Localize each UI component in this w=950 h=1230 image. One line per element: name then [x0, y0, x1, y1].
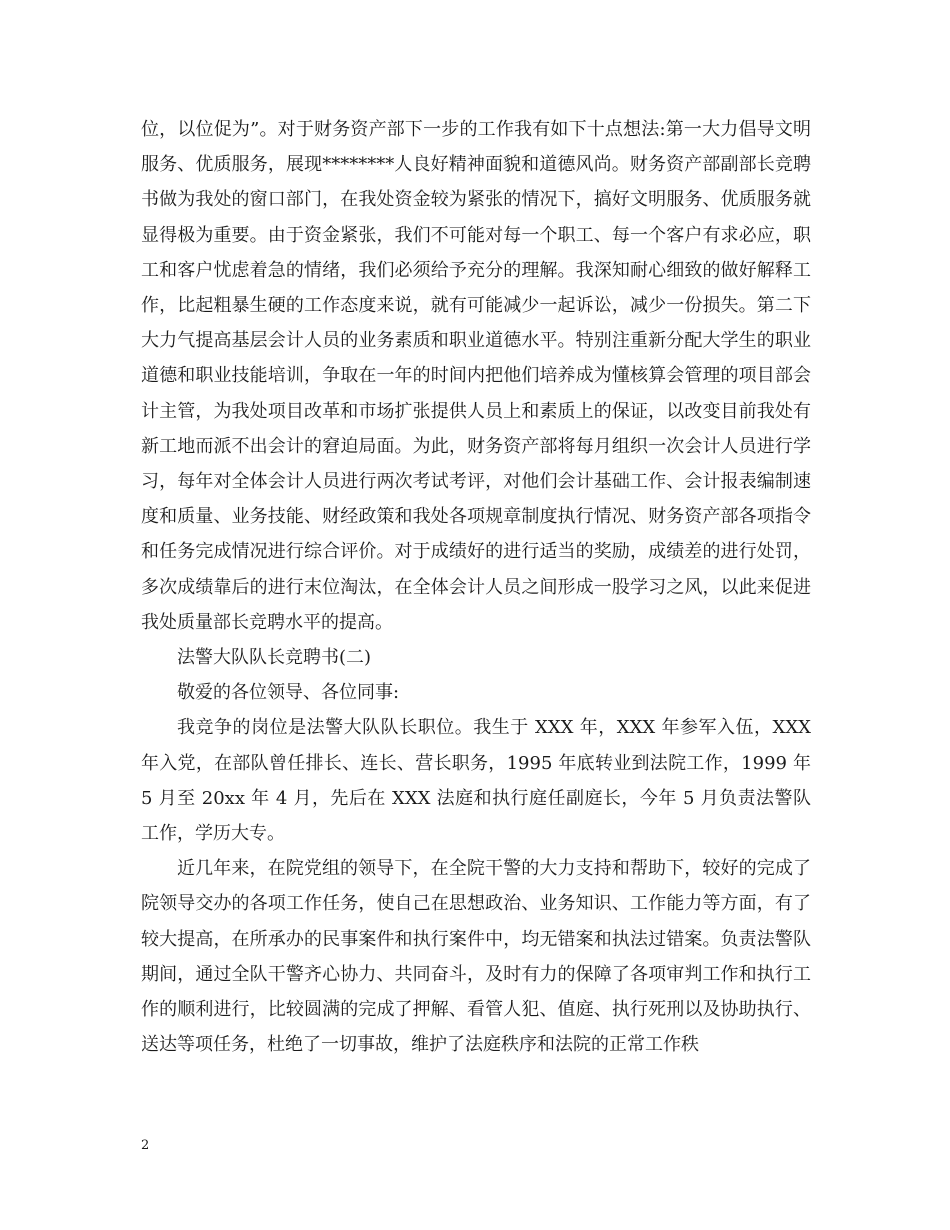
paragraph-4: 我竞争的岗位是法警大队队长职位。我生于 XXX 年，XXX 年参军入伍，XXX 年入党，在部队曾任排长、连长、营长职务，1995 年底转业到法院工作，1999 年 5 月至 20xx 年 4 月，先后在 XXX 法庭和执行庭任副庭长，今年 5 月负责法警队工作，学历大专。	[141, 717, 811, 845]
page-number: 2	[141, 1138, 150, 1153]
salutation: 敬爱的各位领导、各位同事:	[177, 682, 400, 704]
document-body	[141, 112, 811, 1062]
paragraph-1: 位，以位促为”。对于财务资产部下一步的工作我有如下十点想法:第一大力倡导文明服务、优质服务，展现********人良好精神面貌和道德风尚。财务资产部副部长竞聘书做为我处的窗口部门，在我处资金较为紧张的情况下，搞好文明服务、优质服务就显得极为重要。由于资金紧张，我们不可能对每一个职工、每一个客户有求必应，职工和客户忧虑着急的情绪，我们必须给予充分的理解。我深知耐心细致的做好解释工作，比起粗暴生硬的工作态度来说，就有可能减少一起诉讼，减少一份损失。第二下大力气提高基层会计人员的业务素质和职业道德水平。特别注重新分配大学生的职业道德和职业技能培训，争取在一年的时间内把他们培养成为懂核算会管理的项目部会计主管，为我处项目改革和市场扩张提供人员上和素质上的保证，以改变目前我处有新工地而派不出会计的窘迫局面。为此，财务资产部将每月组织一次会计人员进行学习，每年对全体会计人员进行两次考试考评，对他们会计基础工作、会计报表编制速度和质量、业务技能、财经政策和我处各项规章制度执行情况、财务资产部各项指令和任务完成情况进行综合评价。对于成绩好的进行适当的奖励，成绩差的进行处罚，多次成绩靠后的进行末位淘汰，在全体会计人员之间形成一股学习之风，以此来促进我处质量部长竞聘水平的提高。	[141, 119, 811, 633]
section-heading: 法警大队队长竞聘书(二)	[177, 647, 372, 669]
paragraph-5: 近几年来，在院党组的领导下，在全院干警的大力支持和帮助下，较好的完成了院领导交办的各项工作任务，使自己在思想政治、业务知识、工作能力等方面，有了较大提高，在所承办的民事案件和执行案件中，均无错案和执法过错案。负责法警队期间，通过全队干警齐心协力、共同奋斗，及时有力的保障了各项审判工作和执行工作的顺利进行，比较圆满的完成了押解、看管人犯、值庭、执行死刑以及协助执行、送达等项任务，杜绝了一切事故，维护了法庭秩序和法院的正常工作秩	[141, 858, 811, 1056]
